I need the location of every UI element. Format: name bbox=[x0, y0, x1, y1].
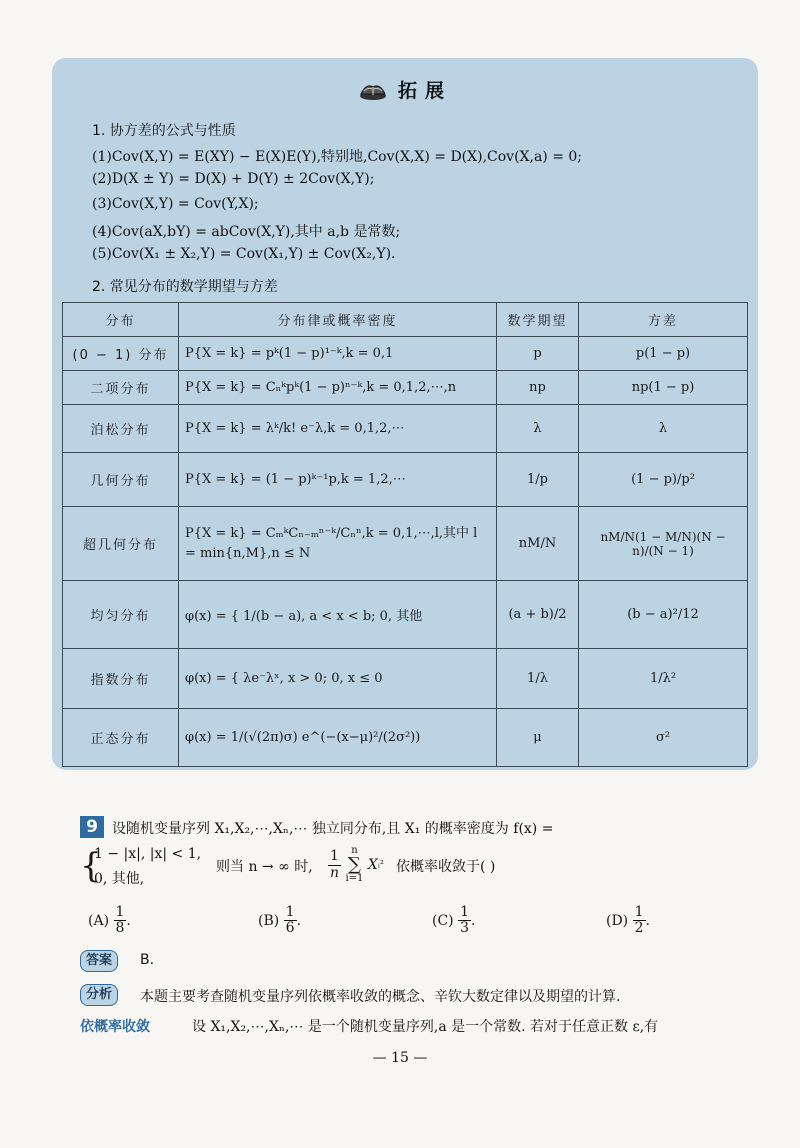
extension-box bbox=[52, 58, 758, 770]
analysis-tag: 分析 bbox=[80, 984, 118, 1006]
formula-5: (5)Cov(X₁ ± X₂,Y) = Cov(X₁,Y) ± Cov(X₂,Y). bbox=[92, 246, 396, 262]
dist-law: φ(x) = 1/(√(2π)σ) e^(−(x−μ)²/(2σ²)) bbox=[179, 709, 497, 767]
dist-name: 超几何分布 bbox=[63, 507, 179, 581]
dist-name: 二项分布 bbox=[63, 371, 179, 405]
dist-mean: 1/λ bbox=[497, 649, 579, 709]
dist-name: 指数分布 bbox=[63, 649, 179, 709]
concept-label: 依概率收敛 bbox=[80, 1019, 150, 1035]
dist-mean: (a + b)/2 bbox=[497, 581, 579, 649]
dist-variance: np(1 − p) bbox=[579, 371, 748, 405]
limit-condition: 则当 n → ∞ 时, bbox=[216, 859, 313, 875]
piecewise-case-1: 1 − |x|, |x| < 1, bbox=[94, 846, 202, 862]
dist-mean: np bbox=[497, 371, 579, 405]
dist-law: φ(x) = { 1/(b − a), a < x < b; 0, 其他 bbox=[179, 581, 497, 649]
dist-variance: σ² bbox=[579, 709, 748, 767]
piecewise-case-2: 0, 其他, bbox=[94, 871, 145, 887]
dist-variance: (1 − p)/p² bbox=[579, 453, 748, 507]
page-number: — 15 — bbox=[372, 1050, 428, 1066]
choice-b[interactable]: (B) $\frac{1}{6}$ . bbox=[258, 904, 302, 937]
dist-mean: 1/p bbox=[497, 453, 579, 507]
table-row bbox=[63, 507, 748, 581]
dist-mean: p bbox=[497, 337, 579, 371]
dist-variance: (b − a)²/12 bbox=[579, 581, 748, 649]
book-icon bbox=[358, 77, 388, 101]
dist-variance: 1/λ² bbox=[579, 649, 748, 709]
dist-variance: λ bbox=[579, 405, 748, 453]
dist-variance: p(1 − p) bbox=[579, 337, 748, 371]
header-variance: 方差 bbox=[579, 303, 748, 337]
table-header-row bbox=[63, 303, 748, 337]
analysis-text: 本题主要考查随机变量序列依概率收敛的概念、辛钦大数定律以及期望的计算. bbox=[140, 989, 621, 1005]
distribution-table bbox=[62, 302, 748, 767]
dist-law: P{X = k} = CₘᵏCₙ₋ₘⁿ⁻ᵏ/Cₙⁿ,k = 0,1,⋯,l,其中 l = min{n,M},n ≤ N bbox=[179, 507, 497, 581]
table-row bbox=[63, 453, 748, 507]
dist-law: φ(x) = { λe⁻λˣ, x > 0; 0, x ≤ 0 bbox=[179, 649, 497, 709]
dist-law: P{X = k} = λᵏ/k! e⁻λ,k = 0,1,2,⋯ bbox=[179, 405, 497, 453]
section-distribution-title: 2. 常见分布的数学期望与方差 bbox=[92, 279, 278, 295]
dist-mean: λ bbox=[497, 405, 579, 453]
question-stem-line2 bbox=[80, 846, 720, 890]
header-distribution: 分布 bbox=[63, 303, 179, 337]
dist-name: 正态分布 bbox=[63, 709, 179, 767]
table-row bbox=[63, 649, 748, 709]
dist-name: (0 − 1) 分布 bbox=[63, 337, 179, 371]
section-covariance-title: 1. 协方差的公式与性质 bbox=[92, 123, 236, 139]
question-number-badge: 9 bbox=[80, 816, 104, 838]
dist-mean: μ bbox=[497, 709, 579, 767]
dist-name: 几何分布 bbox=[63, 453, 179, 507]
converges-to-text: 依概率收敛于( ) bbox=[396, 859, 496, 875]
header-mean: 数学期望 bbox=[497, 303, 579, 337]
extension-header bbox=[52, 72, 758, 106]
table-row bbox=[63, 371, 748, 405]
formula-2: (2)D(X ± Y) = D(X) + D(Y) ± 2Cov(X,Y); bbox=[92, 171, 375, 187]
choice-c[interactable]: (C) $\frac{1}{3}$ . bbox=[432, 904, 476, 937]
dist-name: 泊松分布 bbox=[63, 405, 179, 453]
answer-text: B. bbox=[140, 952, 155, 968]
formula-4: (4)Cov(aX,bY) = abCov(X,Y),其中 a,b 是常数; bbox=[92, 224, 401, 240]
brace-glyph: { bbox=[80, 846, 102, 886]
concept-definition: 设 X₁,X₂,⋯,Xₙ,⋯ 是一个随机变量序列,a 是一个常数. 若对于任意正数 ε,有 bbox=[192, 1019, 659, 1035]
header-law: 分布律或概率密度 bbox=[179, 303, 497, 337]
question-stem-line1: 设随机变量序列 X₁,X₂,⋯,Xₙ,⋯ 独立同分布,且 X₁ 的概率密度为 f(x) = bbox=[112, 821, 554, 837]
answer-tag: 答案 bbox=[80, 950, 118, 972]
dist-name: 均匀分布 bbox=[63, 581, 179, 649]
table-row bbox=[63, 337, 748, 371]
extension-title: 拓展 bbox=[397, 79, 452, 102]
mean-of-squares-expression: $\frac{1}{n}$ n ∑ i=1 Xᵢ² bbox=[330, 845, 384, 884]
formula-3: (3)Cov(X,Y) = Cov(Y,X); bbox=[92, 196, 259, 212]
choice-a[interactable]: (A) $\frac{1}{8}$ . bbox=[88, 904, 131, 937]
table-row bbox=[63, 709, 748, 767]
dist-law: P{X = k} = (1 − p)ᵏ⁻¹p,k = 1,2,⋯ bbox=[179, 453, 497, 507]
formula-1: (1)Cov(X,Y) = E(XY) − E(X)E(Y),特别地,Cov(X,X) = D(X),Cov(X,a) = 0; bbox=[92, 149, 583, 165]
dist-mean: nM/N bbox=[497, 507, 579, 581]
table-row bbox=[63, 581, 748, 649]
dist-law: P{X = k} = pᵏ(1 − p)¹⁻ᵏ,k = 0,1 bbox=[179, 337, 497, 371]
choice-d[interactable]: (D) $\frac{1}{2}$ . bbox=[606, 904, 650, 937]
dist-law: P{X = k} = Cₙᵏpᵏ(1 − p)ⁿ⁻ᵏ,k = 0,1,2,⋯,n bbox=[179, 371, 497, 405]
dist-variance: nM/N(1 − M/N)(N − n)/(N − 1) bbox=[579, 507, 748, 581]
table-row bbox=[63, 405, 748, 453]
